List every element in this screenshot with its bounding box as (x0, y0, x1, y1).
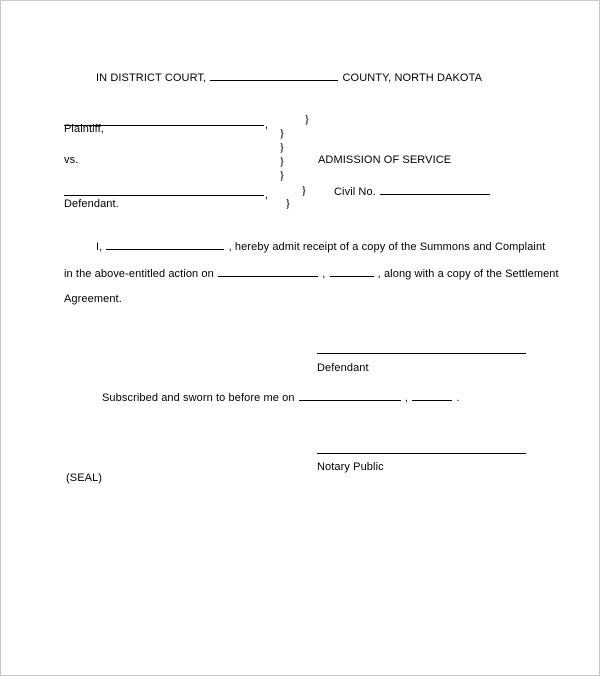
caption-brace: } (285, 196, 291, 210)
defendant-line-comma: , (265, 189, 269, 201)
caption-brace: } (279, 168, 285, 182)
court-header-prefix: IN DISTRICT COURT, (96, 72, 207, 84)
caption-brace: } (304, 112, 310, 126)
notary-signature-label: Notary Public (317, 461, 384, 473)
caption-brace: } (279, 126, 285, 140)
jurat-period: . (456, 392, 460, 404)
seal-label: (SEAL) (66, 472, 103, 484)
service-date-blank (218, 266, 318, 277)
caption-brace: } (301, 183, 307, 197)
body-line-3: Agreement. (64, 293, 122, 305)
civil-number-line (334, 184, 491, 199)
jurat-date-blank (299, 390, 401, 401)
defendant-name-blank (64, 195, 264, 196)
body-line-1-suffix: , hereby admit receipt of a copy of the Summons and Complaint (228, 241, 546, 253)
service-year-blank (330, 266, 374, 277)
civil-number-label: Civil No. (334, 186, 376, 198)
jurat-text: Subscribed and sworn to before me on (102, 392, 295, 404)
body-line-2 (64, 266, 559, 281)
plaintiff-label: Plaintiff, (64, 123, 104, 135)
body-line-1-prefix: I, (96, 241, 103, 253)
body-line-2-suffix: , along with a copy of the Settlement (377, 268, 559, 280)
body-line-1 (96, 239, 545, 254)
court-header-suffix: COUNTY, NORTH DAKOTA (342, 72, 483, 84)
defendant-signature-line (317, 353, 526, 354)
caption-brace: } (279, 140, 285, 154)
body-line-2-comma: , (322, 268, 326, 280)
civil-number-blank (380, 184, 490, 195)
county-blank (210, 70, 338, 81)
body-line-2-prefix: in the above-entitled action on (64, 268, 214, 280)
jurat-year-blank (412, 390, 452, 401)
plaintiff-line-comma: , (265, 119, 269, 131)
notary-signature-line (317, 453, 526, 454)
versus-label: vs. (64, 154, 79, 166)
defendant-signature-label: Defendant (317, 362, 369, 374)
jurat-comma: , (404, 392, 409, 404)
caption-brace: } (279, 154, 285, 168)
court-header-line (96, 70, 482, 85)
jurat-line (102, 390, 459, 405)
defendant-label: Defendant. (64, 198, 119, 210)
affiant-name-blank (106, 239, 224, 250)
document-title: ADMISSION OF SERVICE (318, 154, 452, 166)
